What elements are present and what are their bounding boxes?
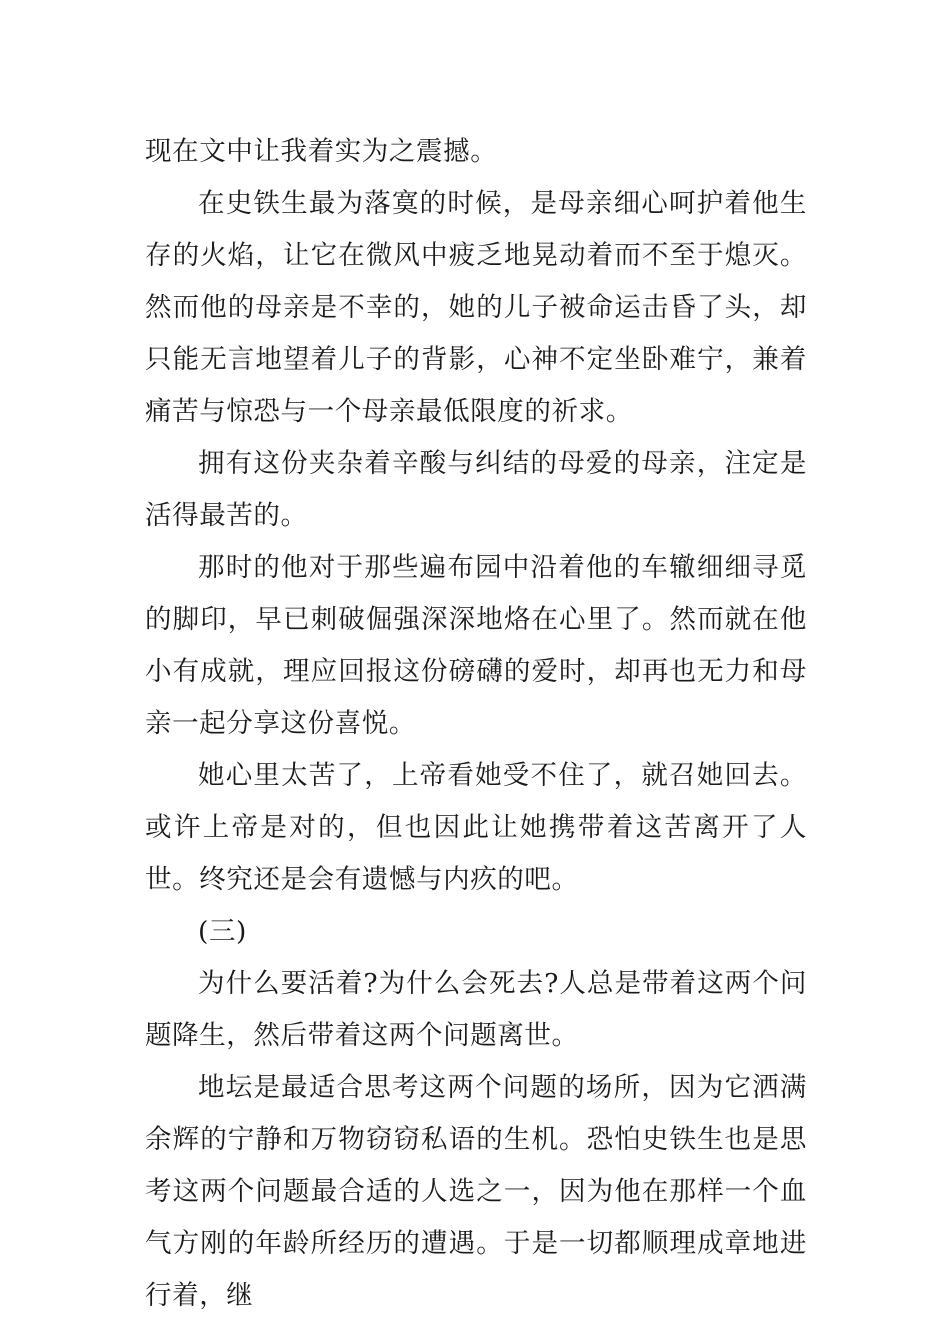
paragraph: 为什么要活着?为什么会死去?人总是带着这两个问题降生，然后带着这两个问题离世。 <box>145 968 807 1051</box>
paragraph: 现在文中让我着实为之震撼。 <box>145 136 498 167</box>
body-text <box>145 126 807 1322</box>
paragraph: 地坛是最适合思考这两个问题的场所，因为它洒满余辉的宁静和万物窃窃私语的生机。恐怕史铁生也是思考这两个问题最合适的人选之一，因为他在那样一个血气方刚的年龄所经历的遭遇。于是一切都顺理成章地进行着，继 <box>145 1072 807 1311</box>
paragraph: 那时的他对于那些遍布园中沿着他的车辙细细寻觅的脚印，早已刺破倔强深深地烙在心里了。然而就在他小有成就，理应回报这份磅礴的爱时，却再也无力和母亲一起分享这份喜悦。 <box>145 552 807 739</box>
paragraph: 在史铁生最为落寞的时候，是母亲细心呵护着他生存的火焰，让它在微风中疲乏地晃动着而不至于熄灭。然而他的母亲是不幸的，她的儿子被命运击昏了头，却只能无言地望着儿子的背影，心神不定坐卧难宁，兼着痛苦与惊恐与一个母亲最低限度的祈求。 <box>145 188 807 427</box>
paragraph: 她心里太苦了，上帝看她受不住了，就召她回去。或许上帝是对的，但也因此让她携带着这苦离开了人世。终究还是会有遗憾与内疚的吧。 <box>145 760 807 895</box>
paragraph: 拥有这份夹杂着辛酸与纠结的母爱的母亲，注定是活得最苦的。 <box>145 448 807 531</box>
section-heading: (三) <box>198 916 247 947</box>
